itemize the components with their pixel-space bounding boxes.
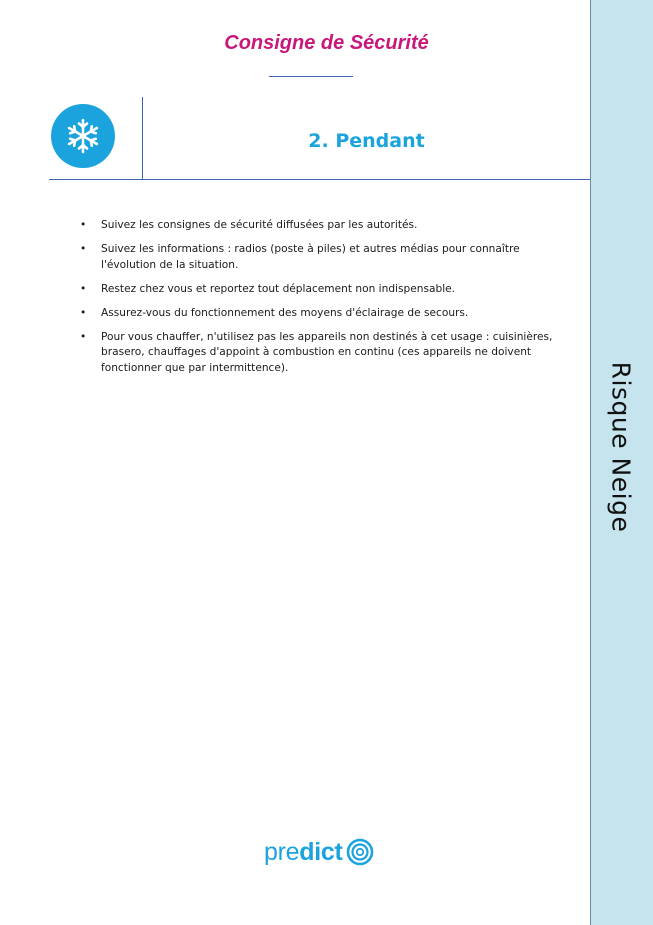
title-divider bbox=[269, 76, 353, 77]
predict-logo bbox=[264, 836, 374, 868]
list-item: • Assurez-vous du fonctionnement des moyens d'éclairage de secours. bbox=[80, 306, 575, 322]
instructions-list bbox=[80, 218, 575, 385]
document-title: Consigne de Sécurité bbox=[224, 32, 429, 54]
logo-text-pre: pre bbox=[264, 837, 300, 866]
snowflake-icon bbox=[51, 104, 115, 168]
header-horizontal-divider bbox=[49, 179, 590, 180]
list-item: • Suivez les consignes de sécurité diffusées par les autorités. bbox=[80, 218, 575, 234]
section-title: 2. Pendant bbox=[308, 130, 425, 152]
sidebar-label: Risque Neige bbox=[606, 361, 636, 533]
list-item: • Suivez les informations : radios (poste à piles) et autres médias pour connaître l'évolution de la situation. bbox=[80, 242, 575, 273]
logo-spiral-icon bbox=[346, 838, 374, 866]
logo-wordmark bbox=[264, 838, 342, 867]
list-item: • Restez chez vous et reportez tout déplacement non indispensable. bbox=[80, 282, 575, 298]
list-item: • Pour vous chauffer, n'utilisez pas les appareils non destinés à cet usage : cuisinières, brasero, chauffages d'appoint à combustion en continu (ces appareils ne doivent fonctionner que par intermittence). bbox=[80, 330, 575, 377]
logo-text-dict: dict bbox=[299, 837, 343, 866]
